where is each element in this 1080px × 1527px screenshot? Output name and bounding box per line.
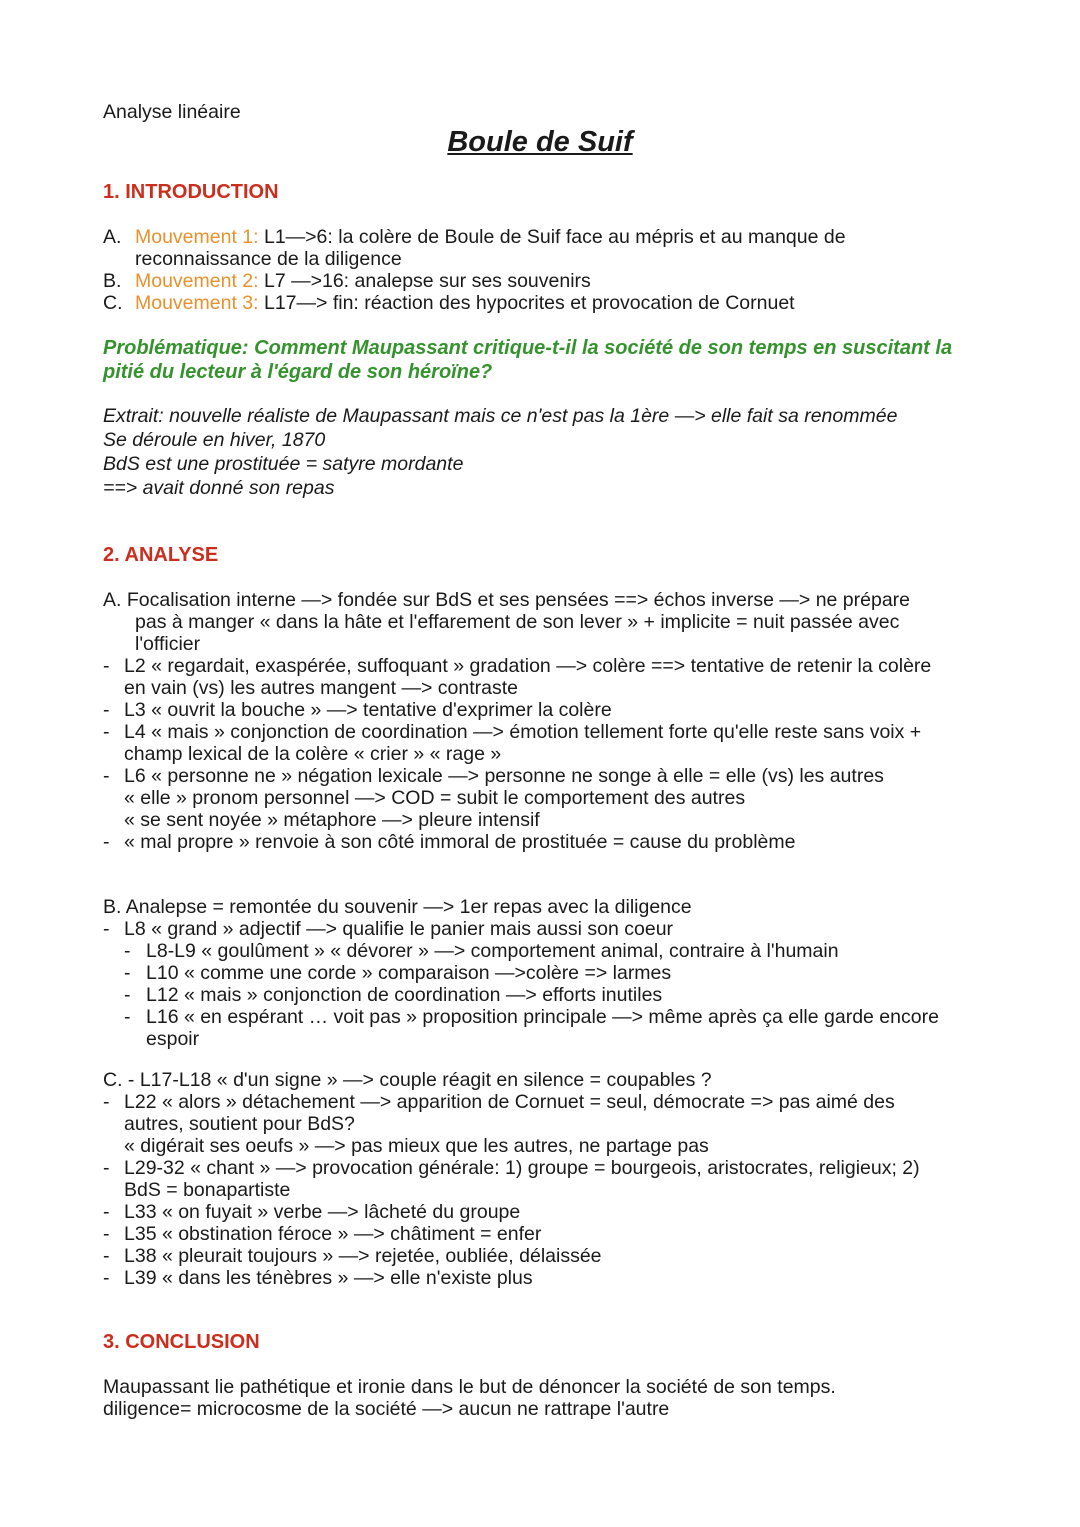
sub-bullet-line: L10 « comme une corde » comparaison —>colère => larmes: [146, 962, 672, 984]
bullet-line: L2 « regardait, exaspérée, suffoquant » gradation —> colère ==> tentative de retenir la colère: [124, 655, 932, 677]
dash-icon: -: [103, 1245, 110, 1267]
problematique-line: pitié du lecteur à l'égard de son héroïne?: [103, 361, 493, 383]
movement-name: Mouvement 2:: [135, 270, 259, 292]
movement-marker: B.: [103, 270, 122, 292]
document-title: Boule de Suif: [447, 126, 633, 158]
bullet-line: en vain (vs) les autres mangent —> contraste: [124, 677, 518, 699]
bullet-line: L4 « mais » conjonction de coordination —> émotion tellement forte qu'elle reste sans voix +: [124, 721, 922, 743]
bullet-line: BdS = bonapartiste: [124, 1179, 291, 1201]
bullet-line: L39 « dans les ténèbres » —> elle n'existe plus: [124, 1267, 533, 1289]
dash-icon: -: [103, 655, 110, 677]
movement-text: L1—>6: la colère de Boule de Suif face au mépris et au manque de: [258, 226, 846, 248]
movement-name: Mouvement 1:: [135, 226, 259, 248]
bullet-line: L38 « pleurait toujours » —> rejetée, oubliée, délaissée: [124, 1245, 602, 1267]
dash-icon: -: [103, 765, 110, 787]
bullet-line: autres, soutient pour BdS?: [124, 1113, 355, 1135]
bullet-line: « elle » pronom personnel —> COD = subit le comportement des autres: [124, 787, 746, 809]
movement-1: [103, 226, 846, 248]
analyse-c-intro: C. - L17-L18 « d'un signe » —> couple réagit en silence = coupables ?: [103, 1069, 712, 1091]
conclusion-line: diligence= microcosme de la société —> aucun ne rattrape l'autre: [103, 1398, 670, 1420]
dash-icon: -: [103, 1267, 110, 1289]
sub-bullet-line: L12 « mais » conjonction de coordination —> efforts inutiles: [146, 984, 663, 1006]
dash-icon: -: [103, 1157, 110, 1179]
bullet-line: L3 « ouvrit la bouche » —> tentative d'exprimer la colère: [124, 699, 612, 721]
bullet-line: « se sent noyée » métaphore —> pleure intensif: [124, 809, 540, 831]
dash-icon: -: [103, 1091, 110, 1113]
analyse-b-intro: B. Analepse = remontée du souvenir —> 1er repas avec la diligence: [103, 896, 692, 918]
dash-icon: -: [103, 831, 110, 853]
dash-icon: -: [124, 984, 131, 1006]
section-heading-conclusion: 3. CONCLUSION: [103, 1331, 260, 1353]
problematique-line: Problématique: Comment Maupassant critique-t-il la société de son temps en suscitant la: [103, 337, 953, 359]
bullet-line: champ lexical de la colère « crier » « rage »: [124, 743, 502, 765]
section-heading-analyse: 2. ANALYSE: [103, 544, 219, 566]
dash-icon: -: [103, 1223, 110, 1245]
analyse-a-line: A. Focalisation interne —> fondée sur BdS et ses pensées ==> échos inverse —> ne prépare: [103, 589, 911, 611]
dash-icon: -: [124, 940, 131, 962]
movement-text: L7 —>16: analepse sur ses souvenirs: [258, 270, 591, 292]
bullet-line: L22 « alors » détachement —> apparition de Cornuet = seul, démocrate => pas aimé des: [124, 1091, 895, 1113]
document-label: Analyse linéaire: [103, 101, 241, 123]
movement-marker: C.: [103, 292, 123, 314]
sub-bullet-line: L16 « en espérant … voit pas » proposition principale —> même après ça elle garde encore: [146, 1006, 939, 1028]
movement-marker: A.: [103, 226, 122, 248]
movement-text: L17—> fin: réaction des hypocrites et provocation de Cornuet: [258, 292, 795, 314]
dash-icon: -: [103, 721, 110, 743]
conclusion-line: Maupassant lie pathétique et ironie dans le but de dénoncer la société de son temps.: [103, 1376, 836, 1398]
bullet-line: L33 « on fuyait » verbe —> lâcheté du groupe: [124, 1201, 521, 1223]
context-line: Se déroule en hiver, 1870: [103, 429, 326, 451]
dash-icon: -: [103, 918, 110, 940]
bullet-line: L8 « grand » adjectif —> qualifie le panier mais aussi son coeur: [124, 918, 674, 940]
bullet-line: « digérait ses oeufs » —> pas mieux que les autres, ne partage pas: [124, 1135, 709, 1157]
movement-name: Mouvement 3:: [135, 292, 259, 314]
bullet-line: « mal propre » renvoie à son côté immoral de prostituée = cause du problème: [124, 831, 796, 853]
context-line: Extrait: nouvelle réaliste de Maupassant mais ce n'est pas la 1ère —> elle fait sa renommée: [103, 405, 898, 427]
movement-1-continuation: reconnaissance de la diligence: [135, 248, 402, 270]
sub-bullet-line: L8-L9 « goulûment » « dévorer » —> comportement animal, contraire à l'humain: [146, 940, 839, 962]
context-line: ==> avait donné son repas: [103, 477, 335, 499]
bullet-line: L35 « obstination féroce » —> châtiment = enfer: [124, 1223, 542, 1245]
movement-3: [103, 292, 795, 314]
problematique: [103, 336, 983, 384]
dash-icon: -: [124, 962, 131, 984]
dash-icon: -: [124, 1006, 131, 1028]
section-heading-introduction: 1. INTRODUCTION: [103, 181, 279, 203]
dash-icon: -: [103, 699, 110, 721]
bullet-line: L29-32 « chant » —> provocation générale: 1) groupe = bourgeois, aristocrates, religieux; 2): [124, 1157, 920, 1179]
movement-2: [103, 270, 591, 292]
bullet-line: L6 « personne ne » négation lexicale —> personne ne songe à elle = elle (vs) les autres: [124, 765, 884, 787]
context-line: BdS est une prostituée = satyre mordante: [103, 453, 464, 475]
analyse-a-line: pas à manger « dans la hâte et l'effarement de son lever » + implicite = nuit passée avec: [135, 611, 900, 633]
dash-icon: -: [103, 1201, 110, 1223]
analyse-a-line: l'officier: [135, 633, 201, 655]
sub-bullet-line: espoir: [146, 1028, 200, 1050]
